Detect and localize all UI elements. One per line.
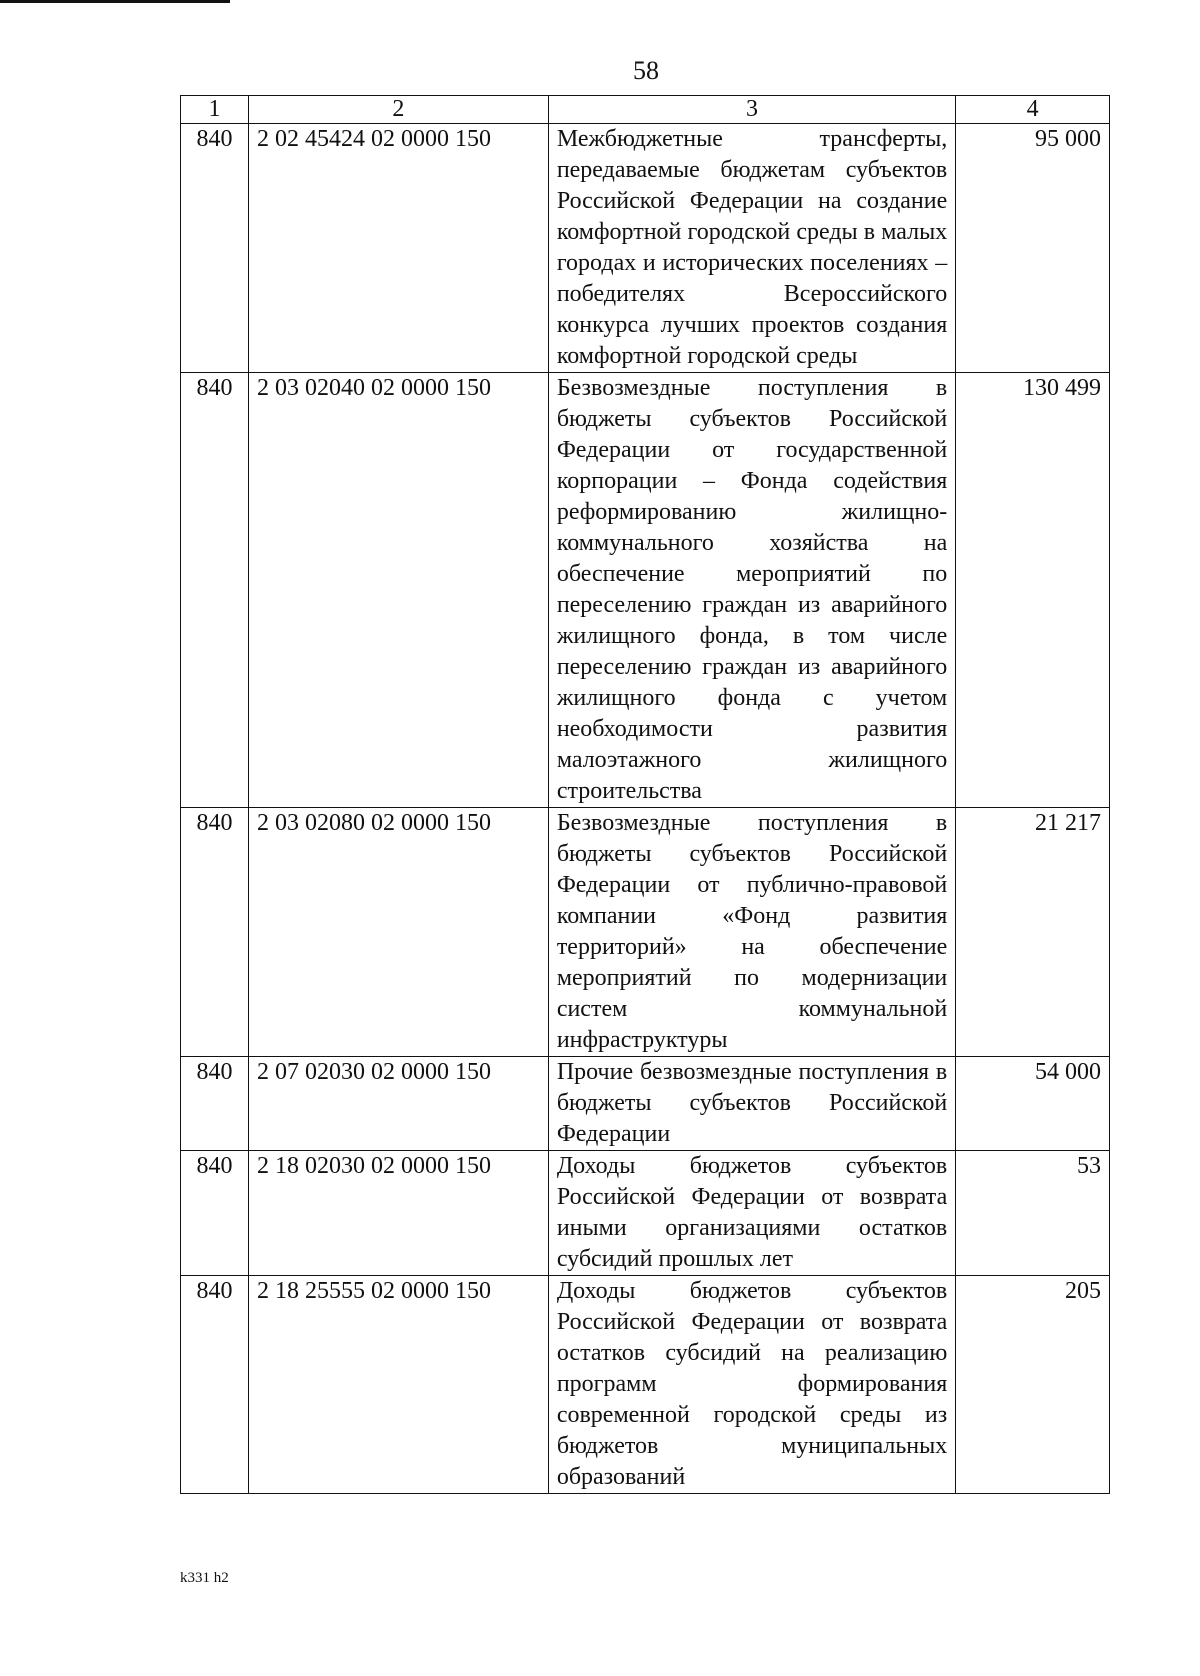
table-row — [181, 124, 1110, 373]
description-cell: Прочие безвозмездные поступления в бюджеты субъектов Российской Федерации — [548, 1057, 955, 1151]
budget-code-cell: 2 02 45424 02 0000 150 — [248, 124, 548, 373]
table-row — [181, 1276, 1110, 1494]
budget-code-cell: 2 03 02080 02 0000 150 — [248, 808, 548, 1057]
budget-code-cell: 2 18 25555 02 0000 150 — [248, 1276, 548, 1494]
admin-code-cell: 840 — [181, 1276, 249, 1494]
amount-cell: 21 217 — [956, 808, 1110, 1057]
top-rule — [0, 0, 230, 3]
column-header-4: 4 — [956, 96, 1110, 124]
amount-cell: 53 — [956, 1151, 1110, 1276]
admin-code-cell: 840 — [181, 1151, 249, 1276]
table-row — [181, 373, 1110, 808]
table-header-row — [181, 96, 1110, 124]
table-row — [181, 808, 1110, 1057]
column-header-2: 2 — [248, 96, 548, 124]
table-row — [181, 1057, 1110, 1151]
amount-cell: 205 — [956, 1276, 1110, 1494]
amount-cell: 130 499 — [956, 373, 1110, 808]
admin-code-cell: 840 — [181, 1057, 249, 1151]
budget-code-cell: 2 07 02030 02 0000 150 — [248, 1057, 548, 1151]
revenue-table — [180, 95, 1110, 1494]
description-cell: Безвозмездные поступления в бюджеты субъектов Российской Федерации от публично-правовой компании «Фонд развития территорий» на обеспечение мероприятий по модернизации систем коммунальной инфраструктуры — [548, 808, 955, 1057]
budget-code-cell: 2 18 02030 02 0000 150 — [248, 1151, 548, 1276]
description-cell: Безвозмездные поступления в бюджеты субъектов Российской Федерации от государственной корпорации – Фонда содействия реформированию жилищно-коммунального хозяйства на обеспечение мероприятий по переселению граждан из аварийного жилищного фонда, в том числе переселению граждан из аварийного жилищного фонда с учетом необходимости развития малоэтажного жилищного строительства — [548, 373, 955, 808]
description-cell: Межбюджетные трансферты, передаваемые бюджетам субъектов Российской Федерации на создание комфортной городской среды в малых городах и исторических поселениях – победителях Всероссийского конкурса лучших проектов создания комфортной городской среды — [548, 124, 955, 373]
amount-cell: 95 000 — [956, 124, 1110, 373]
column-header-1: 1 — [181, 96, 249, 124]
page-number: 58 — [633, 56, 659, 85]
amount-cell: 54 000 — [956, 1057, 1110, 1151]
table-row — [181, 1151, 1110, 1276]
description-cell: Доходы бюджетов субъектов Российской Федерации от возврата остатков субсидий на реализацию программ формирования современной городской среды из бюджетов муниципальных образований — [548, 1276, 955, 1494]
admin-code-cell: 840 — [181, 373, 249, 808]
column-header-3: 3 — [548, 96, 955, 124]
description-cell: Доходы бюджетов субъектов Российской Федерации от возврата иными организациями остатков субсидий прошлых лет — [548, 1151, 955, 1276]
admin-code-cell: 840 — [181, 808, 249, 1057]
footer-document-code: k331 h2 — [180, 1570, 229, 1586]
budget-code-cell: 2 03 02040 02 0000 150 — [248, 373, 548, 808]
admin-code-cell: 840 — [181, 124, 249, 373]
